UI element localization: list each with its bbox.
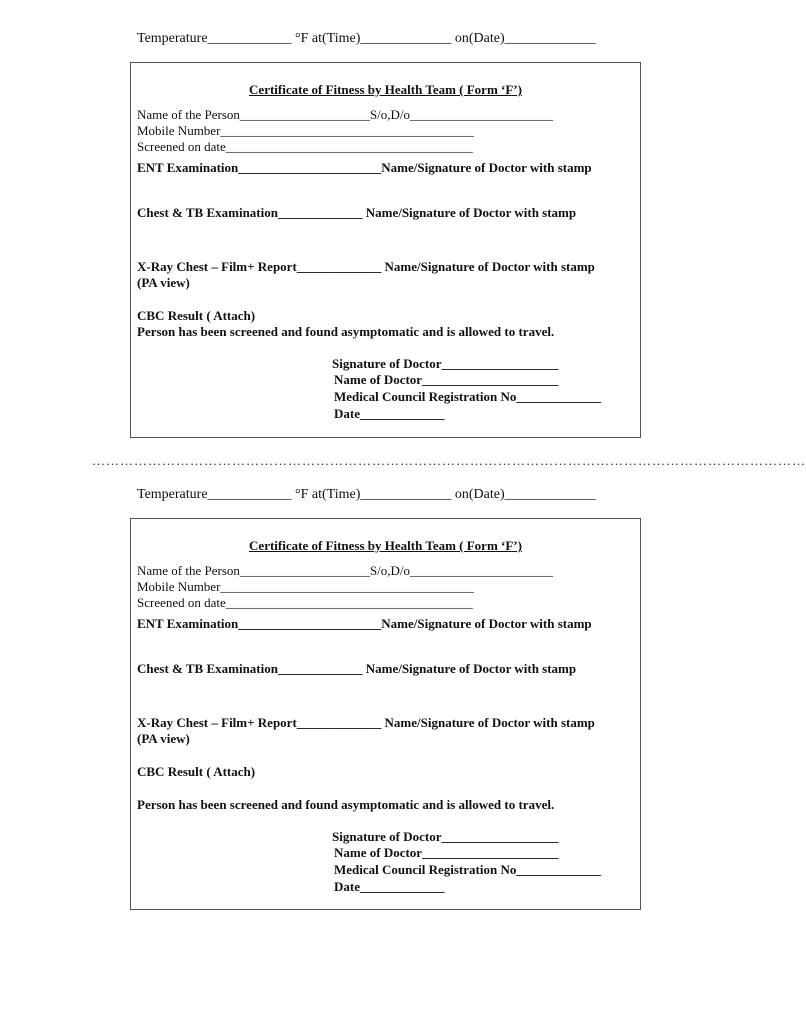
cbc-result-label: CBC Result ( Attach) — [137, 764, 256, 779]
temperature-line: Temperature____________ °F at(Time)_____________ on(Date)_____________ — [137, 487, 596, 502]
doctor-signature-field: Signature of Doctor__________________ — [332, 356, 559, 371]
temperature-line: Temperature____________ °F at(Time)_____________ on(Date)_____________ — [137, 31, 596, 46]
certificate-title: Certificate of Fitness by Health Team ( Form ‘F’) — [249, 82, 522, 97]
certificate-box — [130, 62, 641, 438]
council-registration-field: Medical Council Registration No_____________ — [334, 862, 601, 877]
xray-chest-field: X-Ray Chest – Film+ Report_____________ Name/Signature of Doctor with stamp — [137, 259, 595, 274]
xray-pa-view-label: (PA view) — [137, 275, 190, 290]
cbc-result-label: CBC Result ( Attach) — [137, 308, 256, 323]
screened-statement: Person has been screened and found asymptomatic and is allowed to travel. — [137, 797, 555, 812]
certificate-box — [130, 518, 641, 910]
council-registration-field: Medical Council Registration No_____________ — [334, 389, 601, 404]
certificate-title: Certificate of Fitness by Health Team ( Form ‘F’) — [249, 538, 522, 553]
mobile-number-field: Mobile Number_______________________________________ — [137, 123, 474, 138]
xray-chest-field: X-Ray Chest – Film+ Report_____________ Name/Signature of Doctor with stamp — [137, 715, 595, 730]
person-name-field: Name of the Person____________________S/o,D/o______________________ — [137, 563, 553, 578]
ent-examination-field: ENT Examination______________________Name/Signature of Doctor with stamp — [137, 160, 592, 175]
date-field: Date_____________ — [334, 406, 445, 421]
doctor-name-field: Name of Doctor_____________________ — [334, 845, 559, 860]
person-name-field: Name of the Person____________________S/o,D/o______________________ — [137, 107, 553, 122]
chest-tb-examination-field: Chest & TB Examination_____________ Name/Signature of Doctor with stamp — [137, 205, 577, 220]
xray-pa-view-label: (PA view) — [137, 731, 190, 746]
screened-statement: Person has been screened and found asymptomatic and is allowed to travel. — [137, 324, 555, 339]
doctor-name-field: Name of Doctor_____________________ — [334, 372, 559, 387]
screened-date-field: Screened on date______________________________________ — [137, 139, 473, 154]
chest-tb-examination-field: Chest & TB Examination_____________ Name/Signature of Doctor with stamp — [137, 661, 577, 676]
screened-date-field: Screened on date______________________________________ — [137, 595, 473, 610]
date-field: Date_____________ — [334, 879, 445, 894]
mobile-number-field: Mobile Number_______________________________________ — [137, 579, 474, 594]
cut-line-divider: ……………………………………………………………………………………………………………………………………… — [92, 453, 806, 468]
doctor-signature-field: Signature of Doctor__________________ — [332, 829, 559, 844]
ent-examination-field: ENT Examination______________________Name/Signature of Doctor with stamp — [137, 616, 592, 631]
